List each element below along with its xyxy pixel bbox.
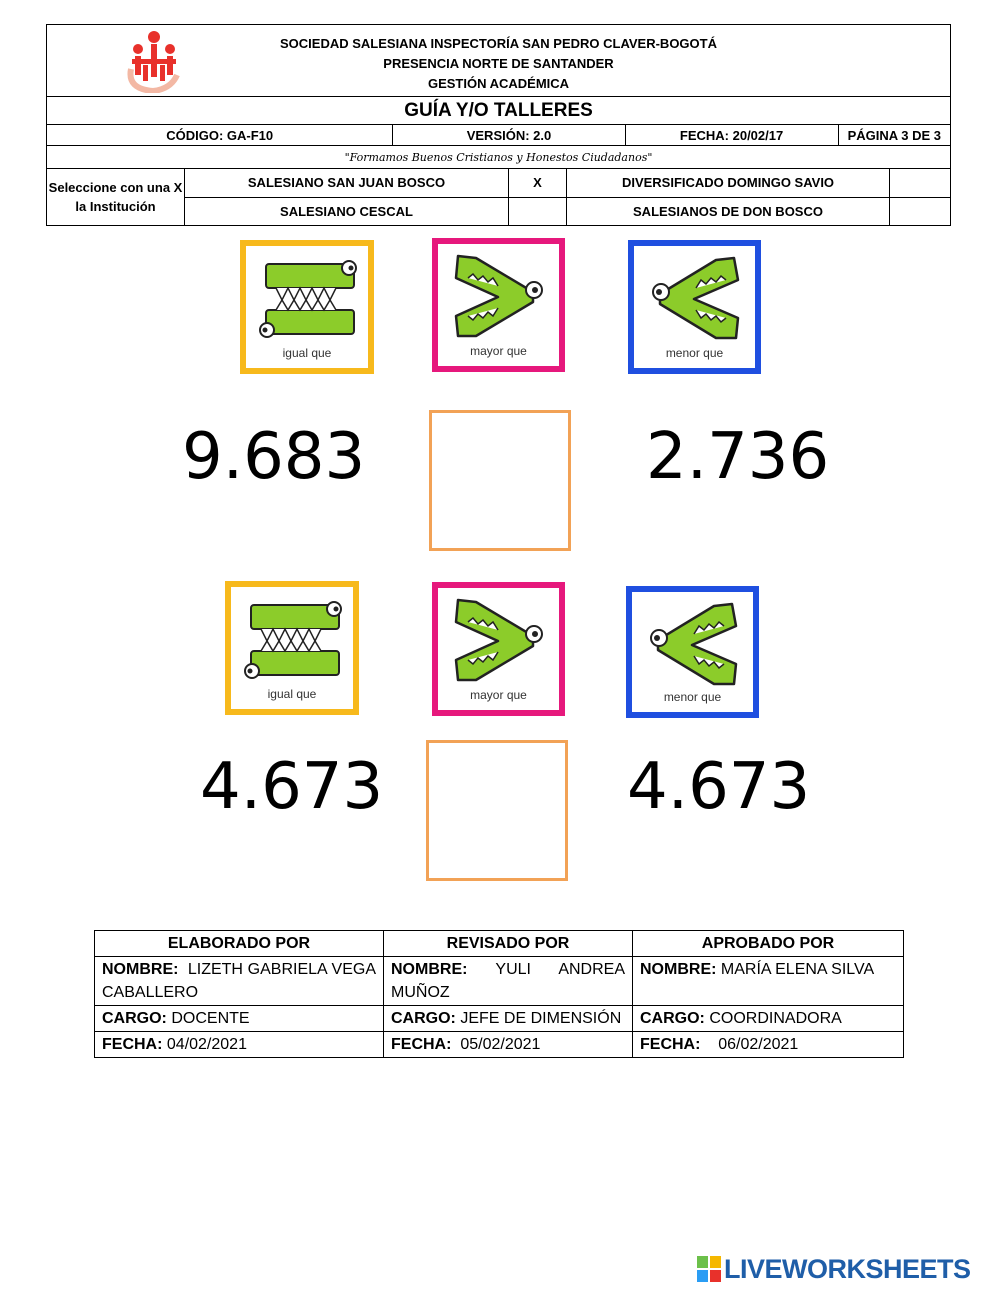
card-greater[interactable]: [432, 238, 565, 372]
role-aprobado: CARGO: COORDINADORA: [633, 1006, 904, 1032]
card-less-2[interactable]: [626, 586, 759, 718]
date-elaborado: FECHA: 04/02/2021: [95, 1032, 384, 1058]
header-aprobado: APROBADO POR: [633, 931, 904, 957]
card-equal-2-label: igual que: [267, 687, 317, 701]
date-aprobado: FECHA: 06/02/2021: [633, 1032, 904, 1058]
salesian-logo-icon: [123, 29, 185, 98]
document-title: GUÍA Y/O TALLERES: [47, 97, 951, 125]
institution-selector: [46, 168, 951, 226]
date-cell: FECHA: 20/02/17: [625, 125, 838, 146]
name-revisado: NOMBRE: YULI ANDREA MUÑOZ: [384, 957, 633, 1006]
card-greater-2[interactable]: [432, 582, 565, 716]
name-elaborado: NOMBRE: LIZETH GABRIELA VEGA CABALLERO: [95, 957, 384, 1006]
header-elaborado: ELABORADO POR: [95, 931, 384, 957]
exercise-1-left-number: 9.683: [182, 420, 366, 494]
card-less[interactable]: [628, 240, 761, 374]
card-equal-2[interactable]: [225, 581, 359, 715]
motto: "Formamos Buenos Cristianos y Honestos Ciudadanos": [47, 146, 951, 169]
card-greater-label: mayor que: [470, 344, 527, 358]
role-revisado: CARGO: JEFE DE DIMENSIÓN: [384, 1006, 633, 1032]
liveworksheets-brand: [697, 1254, 971, 1284]
card-less-2-label: menor que: [663, 690, 722, 704]
exercise-1-right-number: 2.736: [646, 420, 830, 494]
card-less-label: menor que: [665, 346, 724, 360]
card-equal-label: igual que: [282, 346, 332, 360]
liveworksheets-logo-icon: [697, 1256, 721, 1282]
mark-san-juan-bosco[interactable]: X: [509, 169, 567, 198]
select-institution-label: Seleccione con una X la Institución: [47, 169, 185, 226]
exercise-2-left-number: 4.673: [200, 750, 384, 824]
brand-name: LIVEWORKSHEETS: [724, 1253, 971, 1284]
role-elaborado: CARGO: DOCENTE: [95, 1006, 384, 1032]
version-cell: VERSIÓN: 2.0: [393, 125, 625, 146]
exercise-1-answer-box[interactable]: [429, 410, 571, 551]
exercise-2-answer-box[interactable]: [426, 740, 568, 881]
date-revisado: FECHA: 05/02/2021: [384, 1032, 633, 1058]
code-cell: CÓDIGO: GA-F10: [47, 125, 393, 146]
exercise-2-right-number: 4.673: [627, 750, 811, 824]
document-header: [46, 24, 951, 169]
org-line-3: GESTIÓN ACADÉMICA: [427, 76, 570, 91]
mark-domingo-savio[interactable]: [890, 169, 951, 198]
org-line-2: PRESENCIA NORTE DE SANTANDER: [383, 56, 614, 71]
institution-san-juan-bosco: SALESIANO SAN JUAN BOSCO: [185, 169, 509, 198]
header-banner: [47, 25, 951, 97]
header-revisado: REVISADO POR: [384, 931, 633, 957]
org-line-1: SOCIEDAD SALESIANA INSPECTORÍA SAN PEDRO CLAVER-BOGOTÁ: [280, 36, 717, 51]
mark-don-bosco[interactable]: [890, 197, 951, 226]
name-aprobado: NOMBRE: MARÍA ELENA SILVA: [633, 957, 904, 1006]
signature-table: [94, 930, 904, 1058]
card-greater-2-label: mayor que: [470, 688, 527, 702]
card-equal[interactable]: [240, 240, 374, 374]
institution-domingo-savio: DIVERSIFICADO DOMINGO SAVIO: [567, 169, 890, 198]
institution-cescal: SALESIANO CESCAL: [185, 197, 509, 226]
institution-don-bosco: SALESIANOS DE DON BOSCO: [567, 197, 890, 226]
mark-cescal[interactable]: [509, 197, 567, 226]
page-cell: PÁGINA 3 DE 3: [838, 125, 950, 146]
